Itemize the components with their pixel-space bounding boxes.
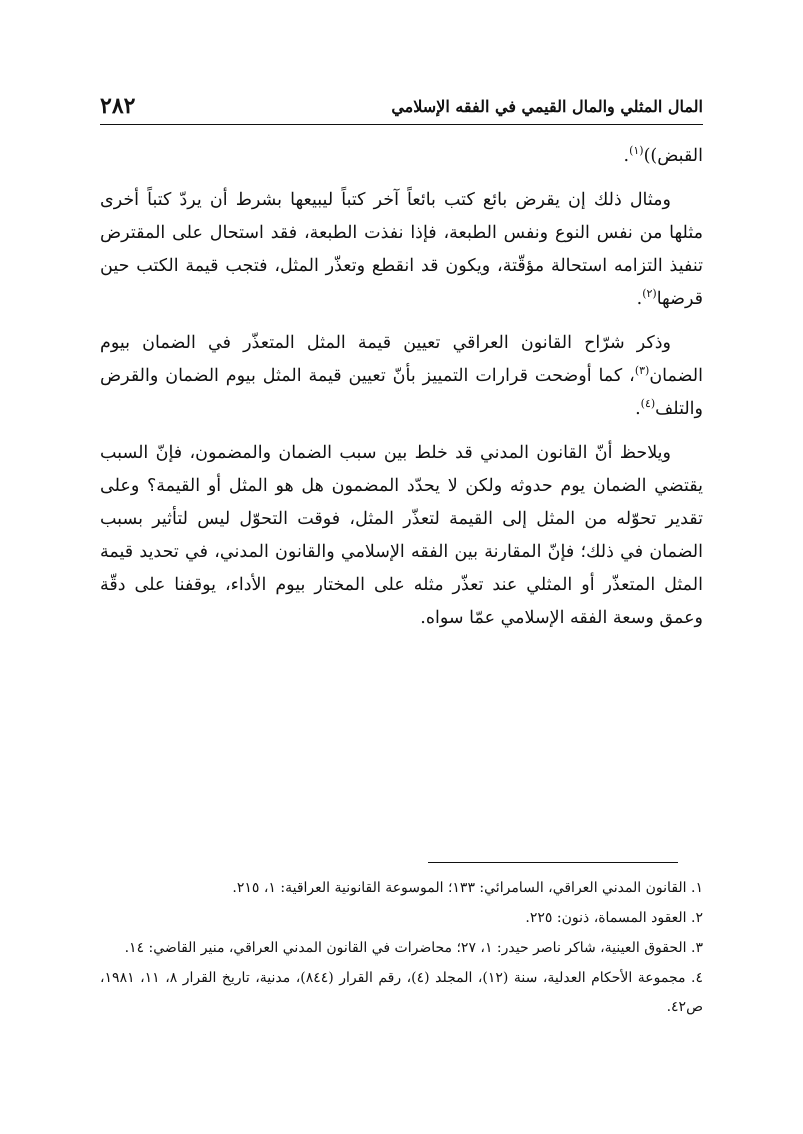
footnote-ref-4: (٤)	[640, 397, 656, 411]
footnotes	[100, 874, 703, 1023]
paragraph-4	[100, 437, 703, 635]
footnote-ref-2: (٢)	[642, 287, 657, 301]
page-header	[100, 88, 703, 125]
body-text	[100, 140, 703, 646]
running-title: المال المثلي والمال القيمي في الفقه الإسلامي	[391, 96, 703, 116]
footnote-4: ٤. مجموعة الأحكام العدلية، سنة (١٢)، المجلد (٤)، رقم القرار (٨٤٤)، مدنية، تاريخ القرار ٨، ١١، ١٩٨١، ص٤٢.	[100, 970, 704, 1015]
paragraph-end: .	[623, 146, 630, 166]
paragraph-3	[100, 327, 703, 426]
footnote-2: ٢. العقود المسماة، ذنون: ٢٢٥.	[525, 910, 703, 926]
footnote-3: ٣. الحقوق العينية، شاكر ناصر حيدر: ١، ٢٧؛ محاضرات في القانون المدني العراقي، منير القاضي: ١٤.	[124, 940, 703, 956]
footnote-ref-1: (١)	[629, 144, 644, 158]
footnote-1: ١. القانون المدني العراقي، السامرائي: ١٣٣؛ الموسوعة القانونية العراقية: ١، ٢١٥.	[232, 880, 703, 896]
paragraph-text: القبض))	[643, 146, 703, 166]
paragraph-text: وذكر شرّاح القانون العراقي تعيين قيمة المثل المتعذّر في الضمان بيوم الضمان	[100, 333, 703, 386]
paragraph-1	[100, 140, 703, 173]
paragraph-end: .	[636, 289, 643, 309]
paragraph-2	[100, 184, 703, 316]
paragraph-end: .	[635, 399, 641, 419]
paragraph-text: ومثال ذلك إن يقرض بائع كتب بائعاً آخر كتباً ليبيعها بشرط أن يردّ كتباً أخرى مثلها من نفس النوع ونفس الطبعة، فإذا نفذت الطبعة، فقد استحال على المقترض تنفيذ التزامه استحالة مؤقّتة، ويكون قد انقطع وتعذّر المثل، فتجب قيمة الكتب حين قرضها	[100, 190, 703, 309]
page-number: ٢٨٢	[100, 93, 136, 119]
paragraph-text: ، كما أوضحت قرارات التمييز بأنّ تعيين قيمة المثل بيوم الضمان والقرض والتلف	[100, 366, 703, 419]
paragraph-text: ويلاحظ أنّ القانون المدني قد خلط بين سبب الضمان والمضمون، فإنّ السبب يقتضي الضمان يوم حدوثه ولكن لا يحدّد المضمون هل هو المثل أو القيمة؟ وعلى تقدير تحوّله من المثل إلى القيمة لتعذّر المثل، فوقت التحوّل ليس لتأثير بسبب الضمان في ذلك؛ فإنّ المقارنة بين الفقه الإسلامي والقانون المدني، في تحديد قيمة المثل المتعذّر أو المثلي عند تعذّر مثله على المختار بيوم الأداء، يوقفنا على دقّة وعمق وسعة الفقه الإسلامي عمّا سواه.	[100, 443, 703, 628]
footnote-separator	[428, 862, 678, 863]
footnote-ref-3: (٣)	[634, 364, 650, 378]
